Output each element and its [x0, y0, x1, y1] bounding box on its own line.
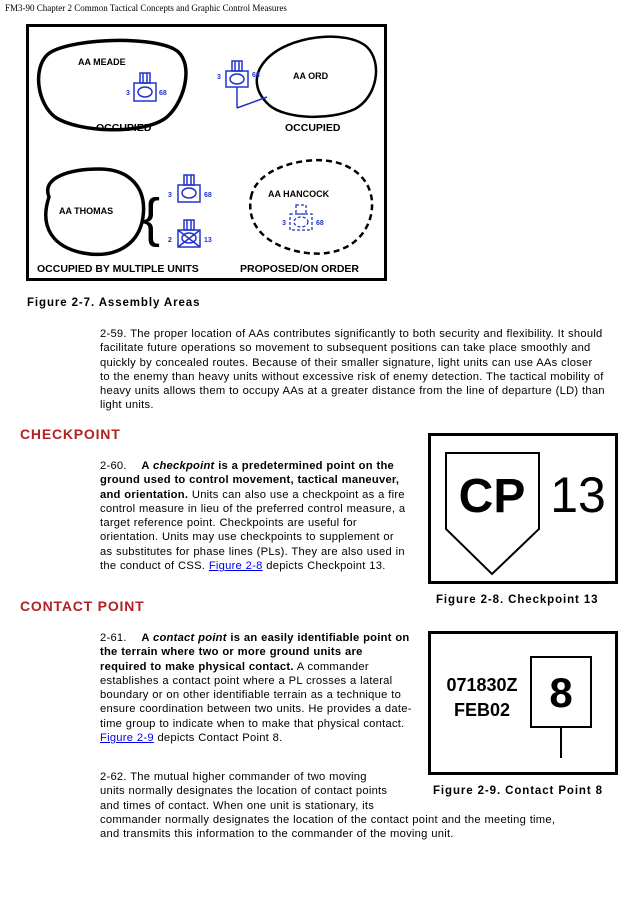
svg-text:2: 2	[168, 237, 172, 244]
figure-checkpoint-13	[428, 433, 618, 584]
paragraph-2-62: 2-62. The mutual higher commander of two moving units normally designates the location of contact points and times of contact. When one unit is stationary, its commander normally designates the location of the contact point and the meeting time, and transmits this information to the commander of the moving unit.	[100, 771, 556, 841]
aa-meade-status: OCCUPIED	[96, 122, 152, 134]
figure-2-9-link[interactable]: Figure 2-9	[100, 732, 154, 745]
aa-thomas-label: AA THOMAS	[59, 206, 114, 216]
unit-symbol-icon	[178, 175, 200, 202]
checkpoint-number: 13	[550, 467, 606, 523]
unit-symbol-icon	[134, 73, 156, 101]
paragraph-2-59: 2-59. The proper location of AAs contributes significantly to both security and flexibility. It should facilitate future operations so movement to subsequent positions can take place smoothly and quickly by concealed routes. Because of their smaller signature, light units can use AAs closer to the enemy than heavy units without excessive risk of enemy detection. The tactical mobility of heavy units allows them to occupy AAs at a greater distance from the line of departure (LD) than light units.	[100, 328, 605, 412]
figure-assembly-areas	[26, 24, 387, 281]
figure-2-7-caption: Figure 2-7. Assembly Areas	[27, 297, 201, 309]
contact-point-number: 8	[549, 669, 573, 716]
aa-ord-label: AA ORD	[293, 71, 329, 81]
paragraph-2-60: 2-60. A checkpoint is a predetermined point on the ground used to control movement, tactical maneuver, and orientation. Units can also use a checkpoint as a fire control measure in lieu of the preferred control measure, a target reference point. Checkpoints are useful for orientation. Units may use checkpoints to supplement or as substitutes for phase lines (PLs). They are also used in the conduct of CSS. Figure 2-8 depicts Checkpoint 13.	[100, 460, 406, 573]
aa-meade-label: AA MEADE	[78, 57, 126, 67]
svg-text:68: 68	[159, 90, 167, 97]
aa-ord-status: OCCUPIED	[285, 122, 341, 134]
aa-hancock-status: PROPOSED/ON ORDER	[240, 263, 360, 275]
svg-text:3: 3	[126, 90, 130, 97]
figure-2-8-caption: Figure 2-8. Checkpoint 13	[436, 594, 599, 606]
figure-contact-point-8	[428, 631, 618, 775]
checkpoint-letters: CP	[458, 470, 526, 523]
svg-text:3: 3	[168, 192, 172, 199]
date-time-group-line2: FEB02	[453, 700, 511, 720]
svg-text:68: 68	[204, 192, 212, 199]
running-header: FM3-90 Chapter 2 Common Tactical Concepts and Graphic Control Measures	[5, 3, 287, 13]
svg-text:13: 13	[204, 237, 212, 244]
svg-text:68: 68	[316, 220, 324, 227]
figure-2-8-link[interactable]: Figure 2-8	[208, 560, 263, 573]
svg-text:3: 3	[217, 74, 221, 81]
unit-symbol-icon	[290, 205, 312, 230]
svg-text:68: 68	[252, 72, 260, 79]
contact-point-heading: CONTACT POINT	[20, 598, 145, 614]
aa-hancock-boundary	[250, 160, 372, 253]
checkpoint-heading: CHECKPOINT	[20, 426, 121, 442]
aa-meade-boundary	[39, 40, 186, 129]
aa-hancock-label: AA HANCOCK	[268, 189, 330, 199]
grouping-brace: {	[142, 188, 161, 248]
date-time-group-line1: 071830Z	[446, 675, 518, 695]
figure-2-9-caption: Figure 2-9. Contact Point 8	[433, 785, 603, 797]
paragraph-2-61: 2-61. A contact point is an easily identifiable point on the terrain where two or more ground units are required to make physical contact. A commander establishes a contact point where a PL crosses a lateral boundary or on other identifiable terrain as a technique to ensure coordination between two units. He provides a date-time group to indicate when to make that physical contact. Figure 2-9 depicts Contact Point 8.	[100, 632, 412, 745]
unit-symbol-icon	[178, 220, 200, 247]
aa-thomas-status: OCCUPIED BY MULTIPLE UNITS	[37, 263, 199, 275]
svg-text:3: 3	[282, 220, 286, 227]
